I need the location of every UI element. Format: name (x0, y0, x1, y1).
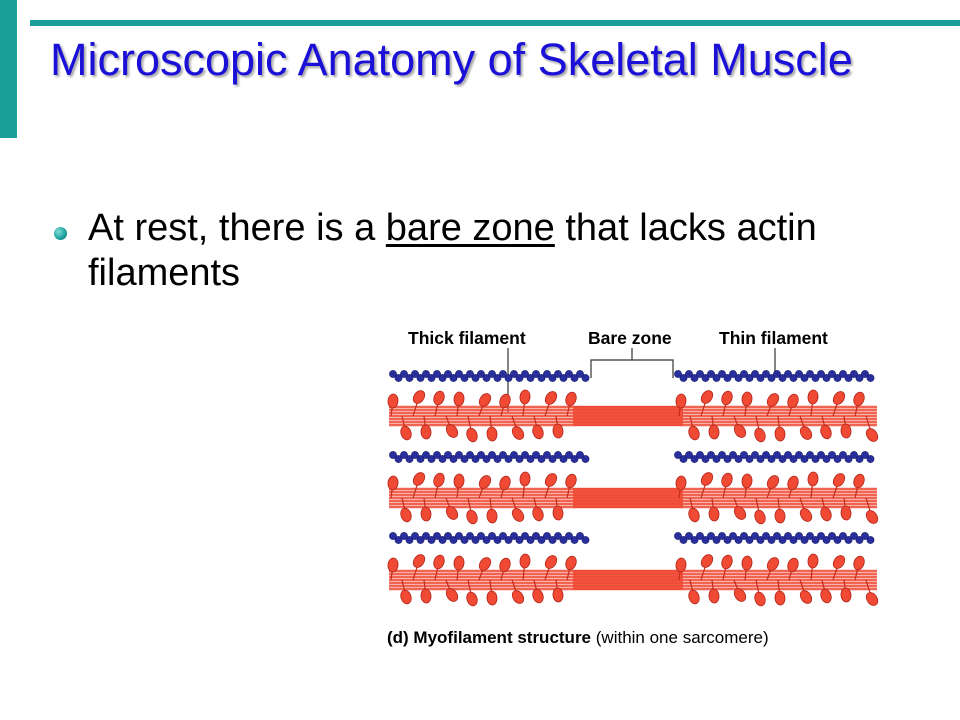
myofilament-figure (383, 322, 943, 662)
thin-filament-left-3 (389, 532, 589, 543)
slide-title: Microscopic Anatomy of Skeletal Muscle (50, 34, 853, 85)
thin-filament-left-1 (389, 370, 589, 381)
accent-bar-horizontal (30, 20, 960, 26)
thin-filament-right-3 (674, 532, 874, 543)
filament-rows (387, 370, 880, 607)
label-thin-filament: Thin filament (719, 328, 828, 348)
thick-filament-2 (387, 470, 880, 525)
thick-filament-3 (387, 552, 880, 607)
figure-caption (387, 628, 769, 648)
figure-caption-normal: (within one sarcomere) (591, 628, 769, 647)
figure-caption-bold: (d) Myofilament structure (387, 628, 592, 647)
myofilament-diagram (383, 322, 943, 622)
bare-zone-bracket (591, 348, 673, 378)
accent-bar-vertical (0, 0, 17, 138)
bullet-text-after: that lacks actin filaments (88, 207, 817, 294)
bullet-text-underlined: bare zone (385, 207, 555, 249)
bullet-icon (54, 227, 67, 240)
thin-filament-left-2 (389, 451, 589, 462)
thick-filament-1 (387, 388, 880, 443)
thin-filament-right-2 (674, 451, 874, 462)
label-bare-zone: Bare zone (588, 328, 672, 348)
thin-filament-right-1 (674, 370, 874, 381)
bullet-text-before: At rest, there is a (88, 207, 386, 249)
bullet-text (88, 206, 888, 296)
label-thick-filament: Thick filament (408, 328, 526, 348)
